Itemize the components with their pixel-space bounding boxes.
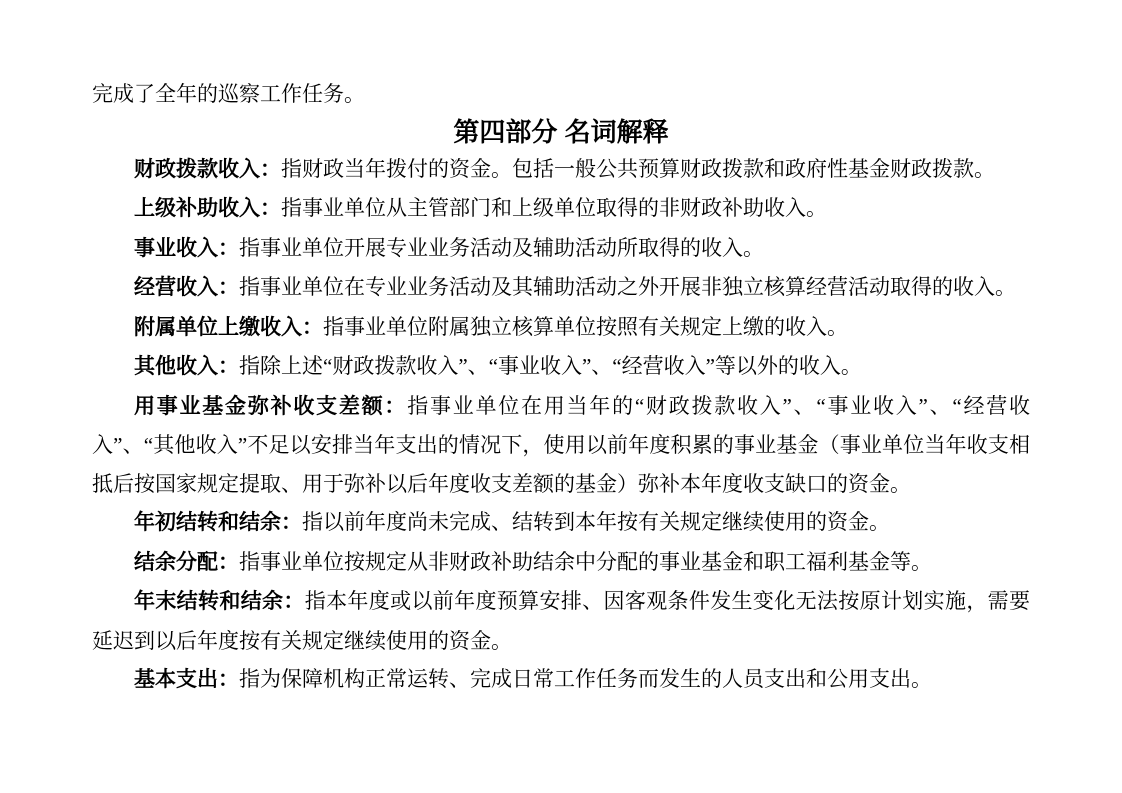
term-paragraph (92, 229, 1030, 269)
term-definition: 指财政当年拨付的资金。包括一般公共预算财政拨款和政府性基金财政拨款。 (281, 156, 995, 181)
term-paragraph (92, 347, 1030, 387)
term-name: 附属单位上缴收入： (134, 315, 323, 339)
term-definition: 指本年度或以前年度预算安排、因客观条件发生变化无法按原计划实施，需要延迟到以后年度按有关规定继续使用的资金。 (92, 589, 1030, 653)
term-definition: 指事业单位从主管部门和上级单位取得的非财政补助收入。 (281, 196, 827, 220)
section-title: 第四部分 名词解释 (453, 116, 669, 147)
term-paragraph (92, 268, 1030, 308)
term-paragraph (92, 387, 1030, 504)
term-name: 事业收入： (134, 236, 239, 260)
term-definition: 指除上述“财政拨款收入”、“事业收入”、“经营收入”等以外的收入。 (239, 354, 862, 378)
term-name: 经营收入： (134, 276, 239, 299)
term-name: 年初结转和结余： (134, 511, 302, 534)
term-paragraph (92, 543, 1030, 583)
intro-paragraph: 完成了全年的巡察工作任务。 (92, 82, 365, 106)
term-definition: 指事业单位开展专业业务活动及辅助活动所取得的收入。 (239, 235, 764, 260)
term-definition: 指为保障机构正常运转、完成日常工作任务而发生的人员支出和公用支出。 (239, 667, 932, 691)
term-definition: 指事业单位在专业业务活动及其辅助活动之外开展非独立核算经营活动取得的收入。 (239, 275, 1016, 299)
term-definition: 指事业单位按规定从非财政补助结余中分配的事业基金和职工福利基金等。 (239, 549, 932, 574)
term-paragraph (92, 150, 1030, 190)
term-name: 基本支出： (134, 668, 239, 691)
term-name: 年末结转和结余： (134, 590, 305, 613)
term-paragraph (92, 189, 1030, 229)
term-paragraph (92, 660, 1030, 700)
term-name: 上级补助收入： (134, 197, 281, 220)
term-name: 结余分配： (134, 550, 239, 574)
term-name: 用事业基金弥补收支差额： (134, 394, 408, 418)
term-definition: 指事业单位在用当年的“财政拨款收入”、“事业收入”、“经营收入”、“其他收入”不足以安排当年支出的情况下，使用以前年度积累的事业基金（事业单位当年收支相抵后按国家规定提取、用于弥补以后年度收支差额的基金）弥补本年度收支缺口的资金。 (92, 393, 1030, 496)
term-paragraph (92, 503, 1030, 543)
term-definition: 指事业单位附属独立核算单位按照有关规定上缴的收入。 (323, 314, 848, 339)
term-name: 财政拨款收入： (134, 157, 281, 181)
term-paragraph (92, 308, 1030, 348)
term-name: 其他收入： (134, 355, 239, 378)
term-definition: 指以前年度尚未完成、结转到本年按有关规定继续使用的资金。 (302, 510, 890, 534)
term-paragraph (92, 582, 1030, 660)
